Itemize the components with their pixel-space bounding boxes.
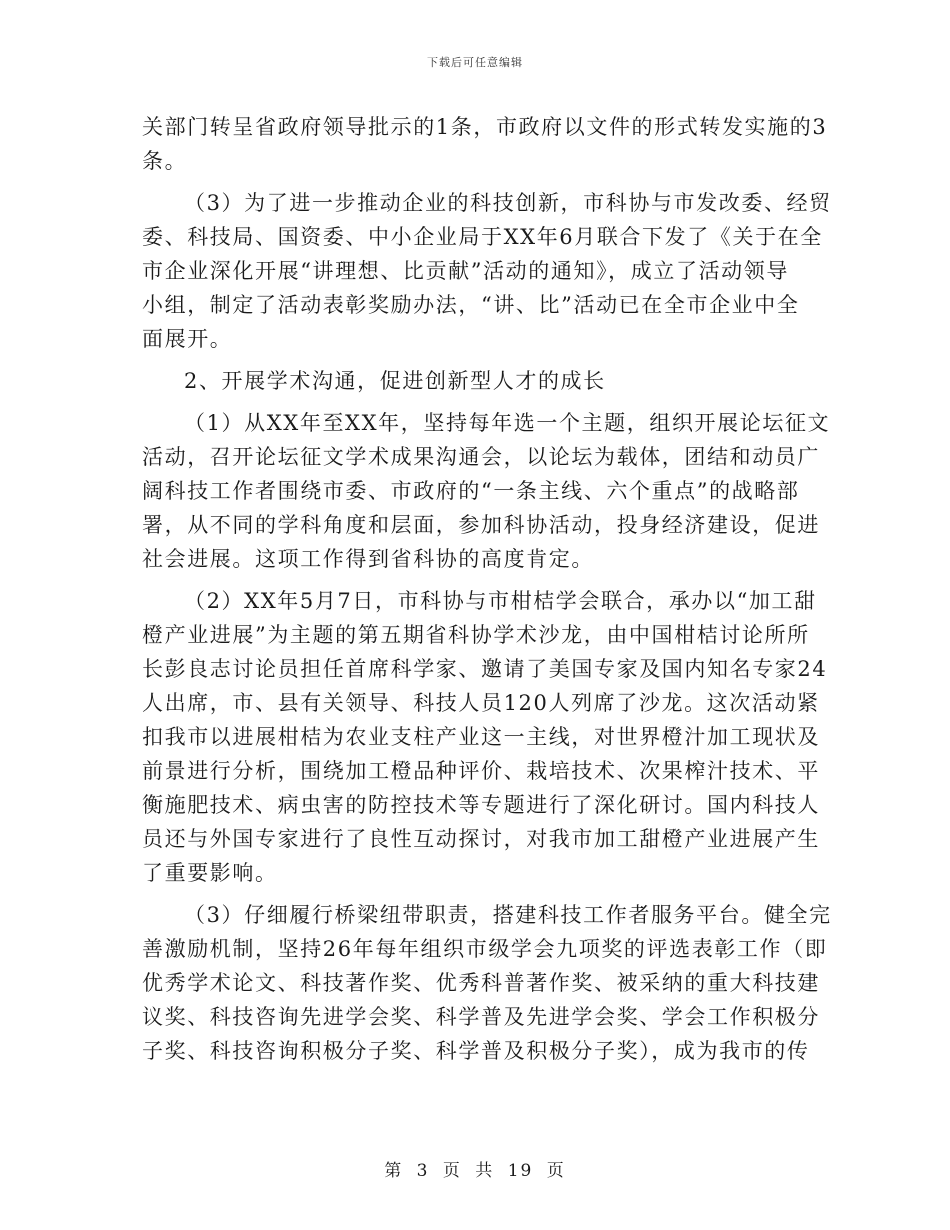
paragraph — [142, 898, 832, 1068]
section-heading — [142, 364, 812, 398]
paragraph — [142, 110, 828, 178]
page-number-footer — [0, 1156, 950, 1181]
text-line: 面展开。 — [142, 327, 233, 351]
paragraph — [142, 406, 831, 576]
text-line: 子奖、科技咨询积极分子奖、科学普及积极分子奖），成为我市的传 — [142, 1039, 810, 1063]
text-line: 市企业深化开展“讲理想、比贡献”活动的通知》，成立了活动领导 — [142, 259, 789, 283]
footer-prefix: 第 — [384, 1161, 404, 1181]
text-line: （2）XX年5月7日，市科协与市柑桔学会联合，承办以“加工甜 — [184, 589, 817, 613]
text-line: 2、开展学术沟通，促进创新型人才的成长 — [184, 369, 606, 393]
text-line: 前景进行分析，围绕加工橙品种评价、栽培技术、次果榨汁技术、平 — [142, 759, 820, 783]
footer-total-word: 共 — [475, 1161, 495, 1181]
text-line: 条。 — [142, 149, 188, 173]
total-pages-number: 19 — [507, 1161, 534, 1181]
text-line: 了重要影响。 — [142, 861, 278, 885]
text-line: 长彭良志讨论员担任首席科学家、邀请了美国专家及国内知名专家24 — [142, 657, 828, 681]
paragraph — [142, 186, 832, 356]
text-line: 衡施肥技术、病虫害的防控技术等专题进行了深化研讨。国内科技人 — [142, 793, 820, 817]
text-line: 人出席，市、县有关领导、科技人员120人列席了沙龙。这次活动紧 — [142, 691, 820, 715]
text-line: 社会进展。这项工作得到省科协的高度肯定。 — [142, 547, 594, 571]
text-line: 善激励机制，坚持26年每年组织市级学会九项奖的评选表彰工作（即 — [142, 937, 828, 961]
text-line: 橙产业进展”为主题的第五期省科协学术沙龙，由中国柑桔讨论所所 — [142, 623, 810, 647]
text-line: 小组，制定了活动表彰奖励办法，“讲、比”活动已在全市企业中全 — [142, 293, 800, 317]
page-header: 下载后可任意编辑 — [427, 56, 523, 69]
text-line: （3）仔细履行桥梁纽带职责，搭建科技工作者服务平台。健全完 — [184, 903, 832, 927]
text-line: 关部门转呈省政府领导批示的1条，市政府以文件的形式转发实施的3 — [142, 115, 828, 139]
text-line: 署，从不同的学科角度和层面，参加科协活动，投身经济建设，促进 — [142, 513, 820, 537]
text-line: 优秀学术论文、科技著作奖、优秀科普著作奖、被采纳的重大科技建 — [142, 971, 820, 995]
text-line: （1）从XX年至XX年，坚持每年选一个主题，组织开展论坛征文 — [184, 411, 831, 435]
footer-suffix: 页 — [546, 1161, 566, 1181]
text-line: 活动，召开论坛征文学术成果沟通会，以论坛为载体，团结和动员广 — [142, 445, 820, 469]
paragraph — [142, 584, 828, 890]
text-line: 扣我市以进展柑桔为农业支柱产业这一主线，对世界橙汁加工现状及 — [142, 725, 820, 749]
text-line: （3）为了进一步推动企业的科技创新，市科协与市发改委、经贸 — [184, 191, 832, 215]
text-line: 议奖、科技咨询先进学会奖、科学普及先进学会奖、学会工作积极分 — [142, 1005, 820, 1029]
current-page-number: 3 — [416, 1161, 430, 1181]
text-line: 员还与外国专家进行了良性互动探讨，对我市加工甜橙产业进展产生 — [142, 827, 820, 851]
footer-page-word: 页 — [442, 1161, 462, 1181]
text-line: 阔科技工作者围绕市委、市政府的“一条主线、六个重点”的战略部 — [142, 479, 800, 503]
text-line: 委、科技局、国资委、中小企业局于XX年6月联合下发了《关于在全 — [142, 225, 823, 249]
document-body — [142, 110, 832, 1068]
